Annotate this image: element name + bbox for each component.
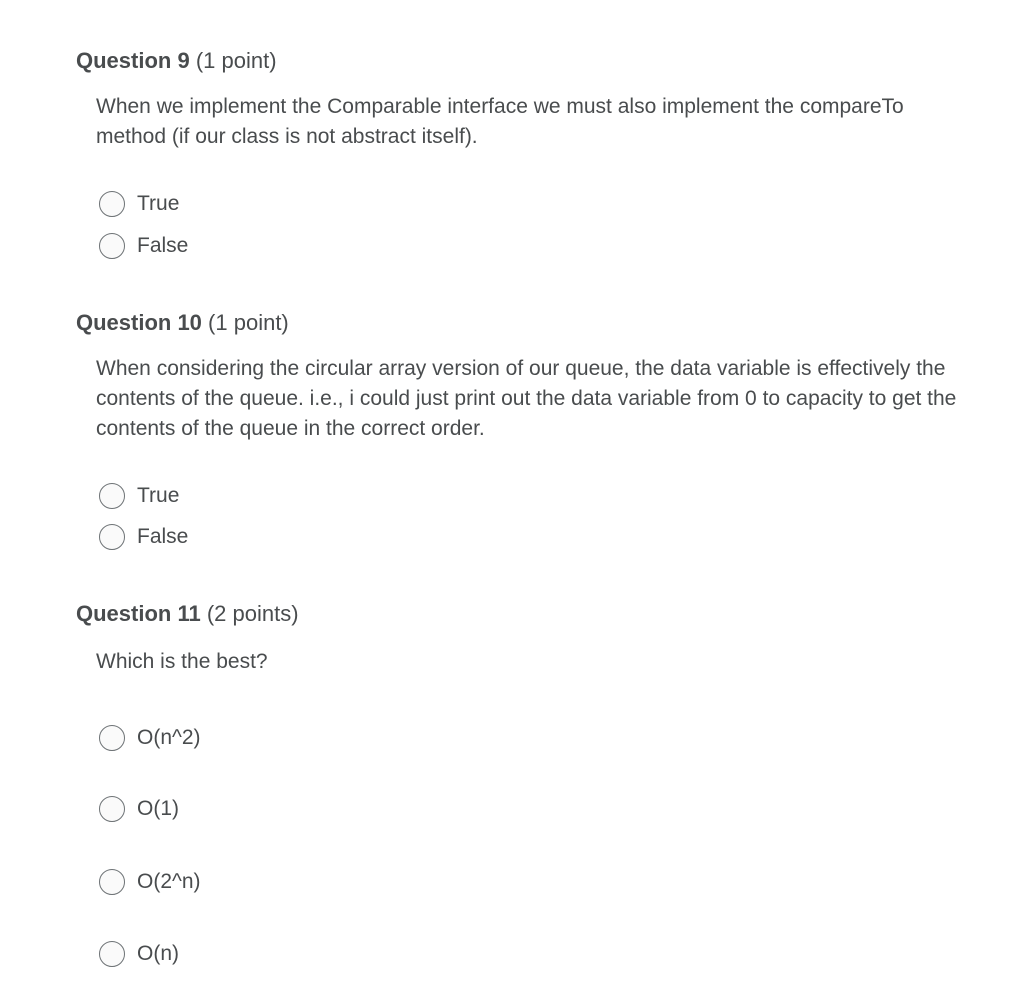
radio-button[interactable] [99, 524, 125, 550]
question-9-points: (1 point) [195, 48, 277, 73]
radio-button[interactable] [99, 483, 125, 509]
question-11-option-2[interactable] [99, 794, 179, 824]
option-label: True [137, 484, 180, 507]
question-9-text: When we implement the Comparable interface we must also implement the compareTo method (if our class is not abstract itself). [96, 95, 904, 148]
question-10-text: When considering the circular array version of our queue, the data variable is effectively the contents of the queue. i.e., i could just print out the data variable from 0 to capacity to get the contents of the queue in the correct order. [96, 357, 957, 440]
question-10-heading [76, 309, 289, 337]
radio-button[interactable] [99, 941, 125, 967]
question-10-points: (1 point) [208, 310, 289, 335]
question-10-title: Question 10 [76, 310, 202, 335]
question-9-option-false[interactable] [99, 231, 188, 261]
option-label: O(1) [137, 797, 179, 820]
question-11-option-1[interactable] [99, 723, 201, 753]
question-9-option-true[interactable] [99, 189, 179, 219]
question-10-option-true[interactable] [99, 481, 179, 511]
radio-button[interactable] [99, 869, 125, 895]
question-9-title: Question 9 [76, 48, 190, 73]
question-11-option-3[interactable] [99, 867, 201, 897]
option-label: True [137, 192, 180, 215]
option-label: O(n) [137, 942, 179, 965]
option-label: False [137, 525, 189, 548]
option-label: O(2^n) [137, 870, 201, 893]
question-11-points: (2 points) [206, 601, 299, 626]
radio-button[interactable] [99, 796, 125, 822]
option-label: O(n^2) [137, 726, 201, 749]
option-label: False [137, 234, 189, 257]
radio-button[interactable] [99, 191, 125, 217]
radio-button[interactable] [99, 725, 125, 751]
question-9-heading [76, 47, 277, 75]
question-11-title: Question 11 [76, 601, 201, 626]
question-11-heading [76, 600, 299, 628]
question-11-text: Which is the best? [96, 650, 268, 673]
question-11-option-4[interactable] [99, 939, 179, 969]
question-10-option-false[interactable] [99, 522, 188, 552]
radio-button[interactable] [99, 233, 125, 259]
